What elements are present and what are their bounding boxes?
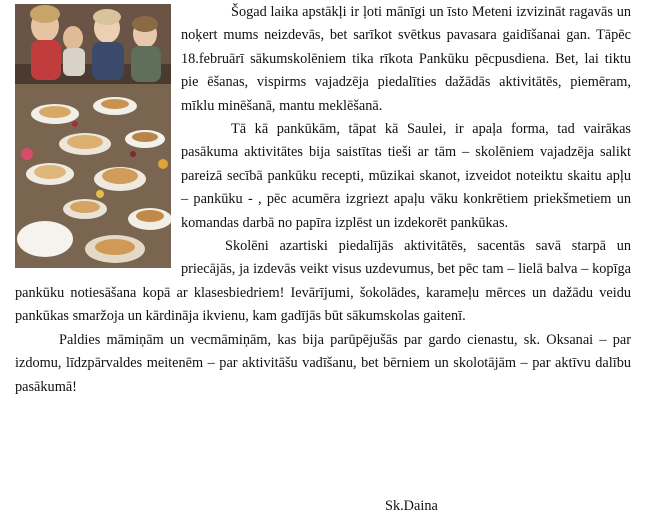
article-paragraph-4: Paldies māmiņām un vecmāmiņām, kas bija parūpējušās par gardo cienastu, sk. Oksanai – par izdomu, līdzpārvaldes meitenēm – par aktivitāšu vadīšanu, bet bērniem un skolotājām – par aktīvu dalību pasākumā!: [15, 331, 631, 395]
article-signature: Sk.Daina: [385, 498, 438, 514]
article-paragraph-2: Tā kā pankūkām, tāpat kā Saulei, ir apaļa forma, tad vairākas pasākuma aktivitātes bija saistītas tieši ar tām – skolēniem vajadzēja salikt pareizā secībā pankūku recepti, mūzikai skanot, izveidot noteiktu skaitu apļu – pankūku - , pēc acumēra izgriezt apaļu vāku konkrētiem priekšmetiem un komandas darbā no papīra izplēst un izdekorēt pankūkas.: [181, 121, 631, 231]
article-paragraph-3: Skolēni azartiski piedalījās aktivitātēs, sacentās savā starpā un priecājās, ja izdevās veikt visus uzdevumus, bet pēc tam – lielā balva – kopīga pankūku notiesāšana kopā ar klasesbiedriem! Ievārījumi, šokolādes, karameļu mērces un dažādu veidu pankūkas smaržoja un kārdināja ikvienu, kam gadījās būt sākumskolas gaitenī.: [15, 238, 631, 325]
article-body: [15, 1, 631, 399]
article-paragraph-1: Šogad laika apstākļi ir ļoti mānīgi un īsto Meteni izvizināt ragavās un noķert mums neizdevās, bet sarīkot svētkus pavasara gaidīšanai gan. Tāpēc 18.februārī sākumskolēniem tika rīkota Pankūku pēcpusdiena. Bet, lai tiktu pie ēšanas, vispirms vajadzēja piedalīties dažādās aktivitātēs, piemēram, mīklu minēšanā, mantu meklēšanā.: [181, 4, 631, 114]
photo-spacer: [15, 1, 181, 269]
